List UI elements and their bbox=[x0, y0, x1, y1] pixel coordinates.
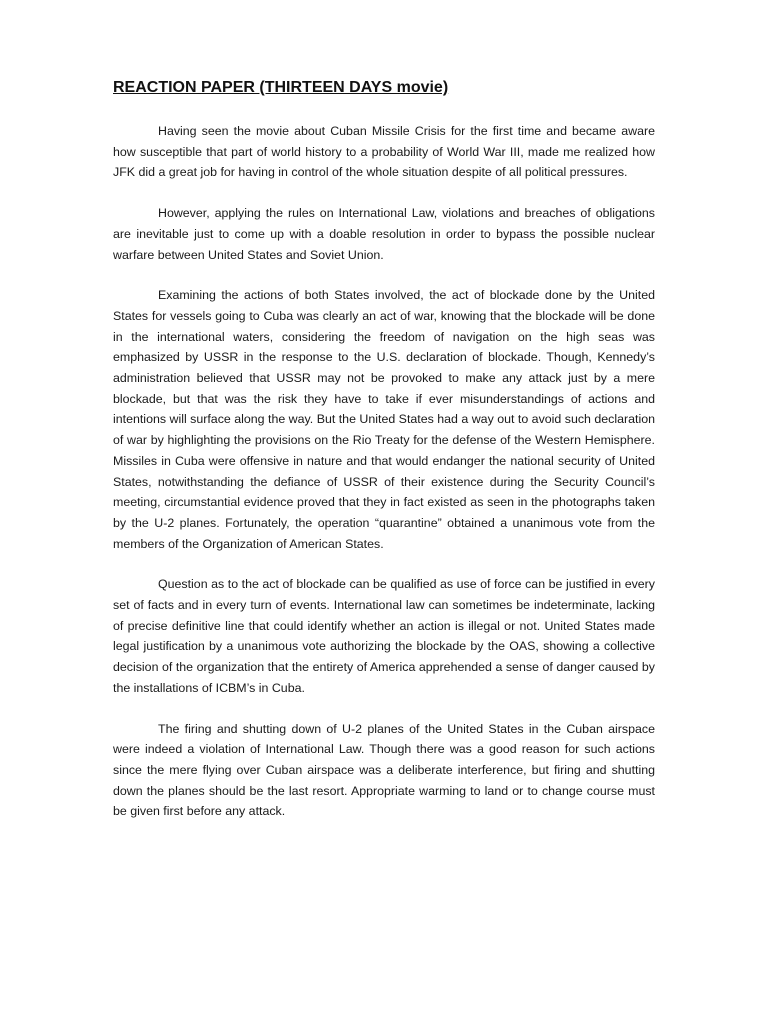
paragraph-1: Having seen the movie about Cuban Missile Crisis for the first time and became aware how susceptible that part of world history to a probability of World War III, made me realized how JFK did a great job for having in control of the whole situation despite of all political pressures. bbox=[113, 124, 655, 180]
document-body bbox=[113, 121, 655, 842]
paragraph-3: Examining the actions of both States involved, the act of blockade done by the United States for vessels going to Cuba was clearly an act of war, knowing that the blockade will be done in the international waters, considering the freedom of navigation on the high seas was emphasized by USSR in the response to the U.S. declaration of blockade. Though, Kennedy’s administration believed that USSR may not be provoked to make any attack just by a mere blockade, but that was the risk they have to take if ever misunderstandings of actions and intentions will surface along the way. But the United States had a way out to avoid such declaration of war by highlighting the provisions on the Rio Treaty for the defense of the Western Hemisphere. Missiles in Cuba were offensive in nature and that would endanger the national security of United States, notwithstanding the defiance of USSR of their existence during the Security Council’s meeting, circumstantial evidence proved that they in fact existed as seen in the photographs taken by the U-2 planes. Fortunately, the operation “quarantine” obtained a unanimous vote from the members of the Organization of American States. bbox=[113, 288, 655, 551]
paragraph-5: The firing and shutting down of U-2 planes of the United States in the Cuban airspace were indeed a violation of International Law. Though there was a good reason for such actions since the mere flying over Cuban airspace was a deliberate interference, but firing and shutting down the planes should be the last resort. Appropriate warming to land or to change course must be given first before any attack. bbox=[113, 721, 655, 819]
document-title: REACTION PAPER (THIRTEEN DAYS movie) bbox=[113, 79, 449, 96]
paragraph-4: Question as to the act of blockade can be qualified as use of force can be justified in every set of facts and in every turn of events. International law can sometimes be indeterminate, lacking of precise definitive line that could identify whether an action is illegal or not. United States made legal justification by a unanimous vote authorizing the blockade by the OAS, showing a collective decision of the organization that the entirety of America apprehended a sense of danger caused by the installations of ICBM’s in Cuba. bbox=[113, 577, 655, 695]
paragraph-2: However, applying the rules on International Law, violations and breaches of obligations are inevitable just to come up with a doable resolution in order to bypass the possible nuclear warfare between United States and Soviet Union. bbox=[113, 206, 655, 262]
